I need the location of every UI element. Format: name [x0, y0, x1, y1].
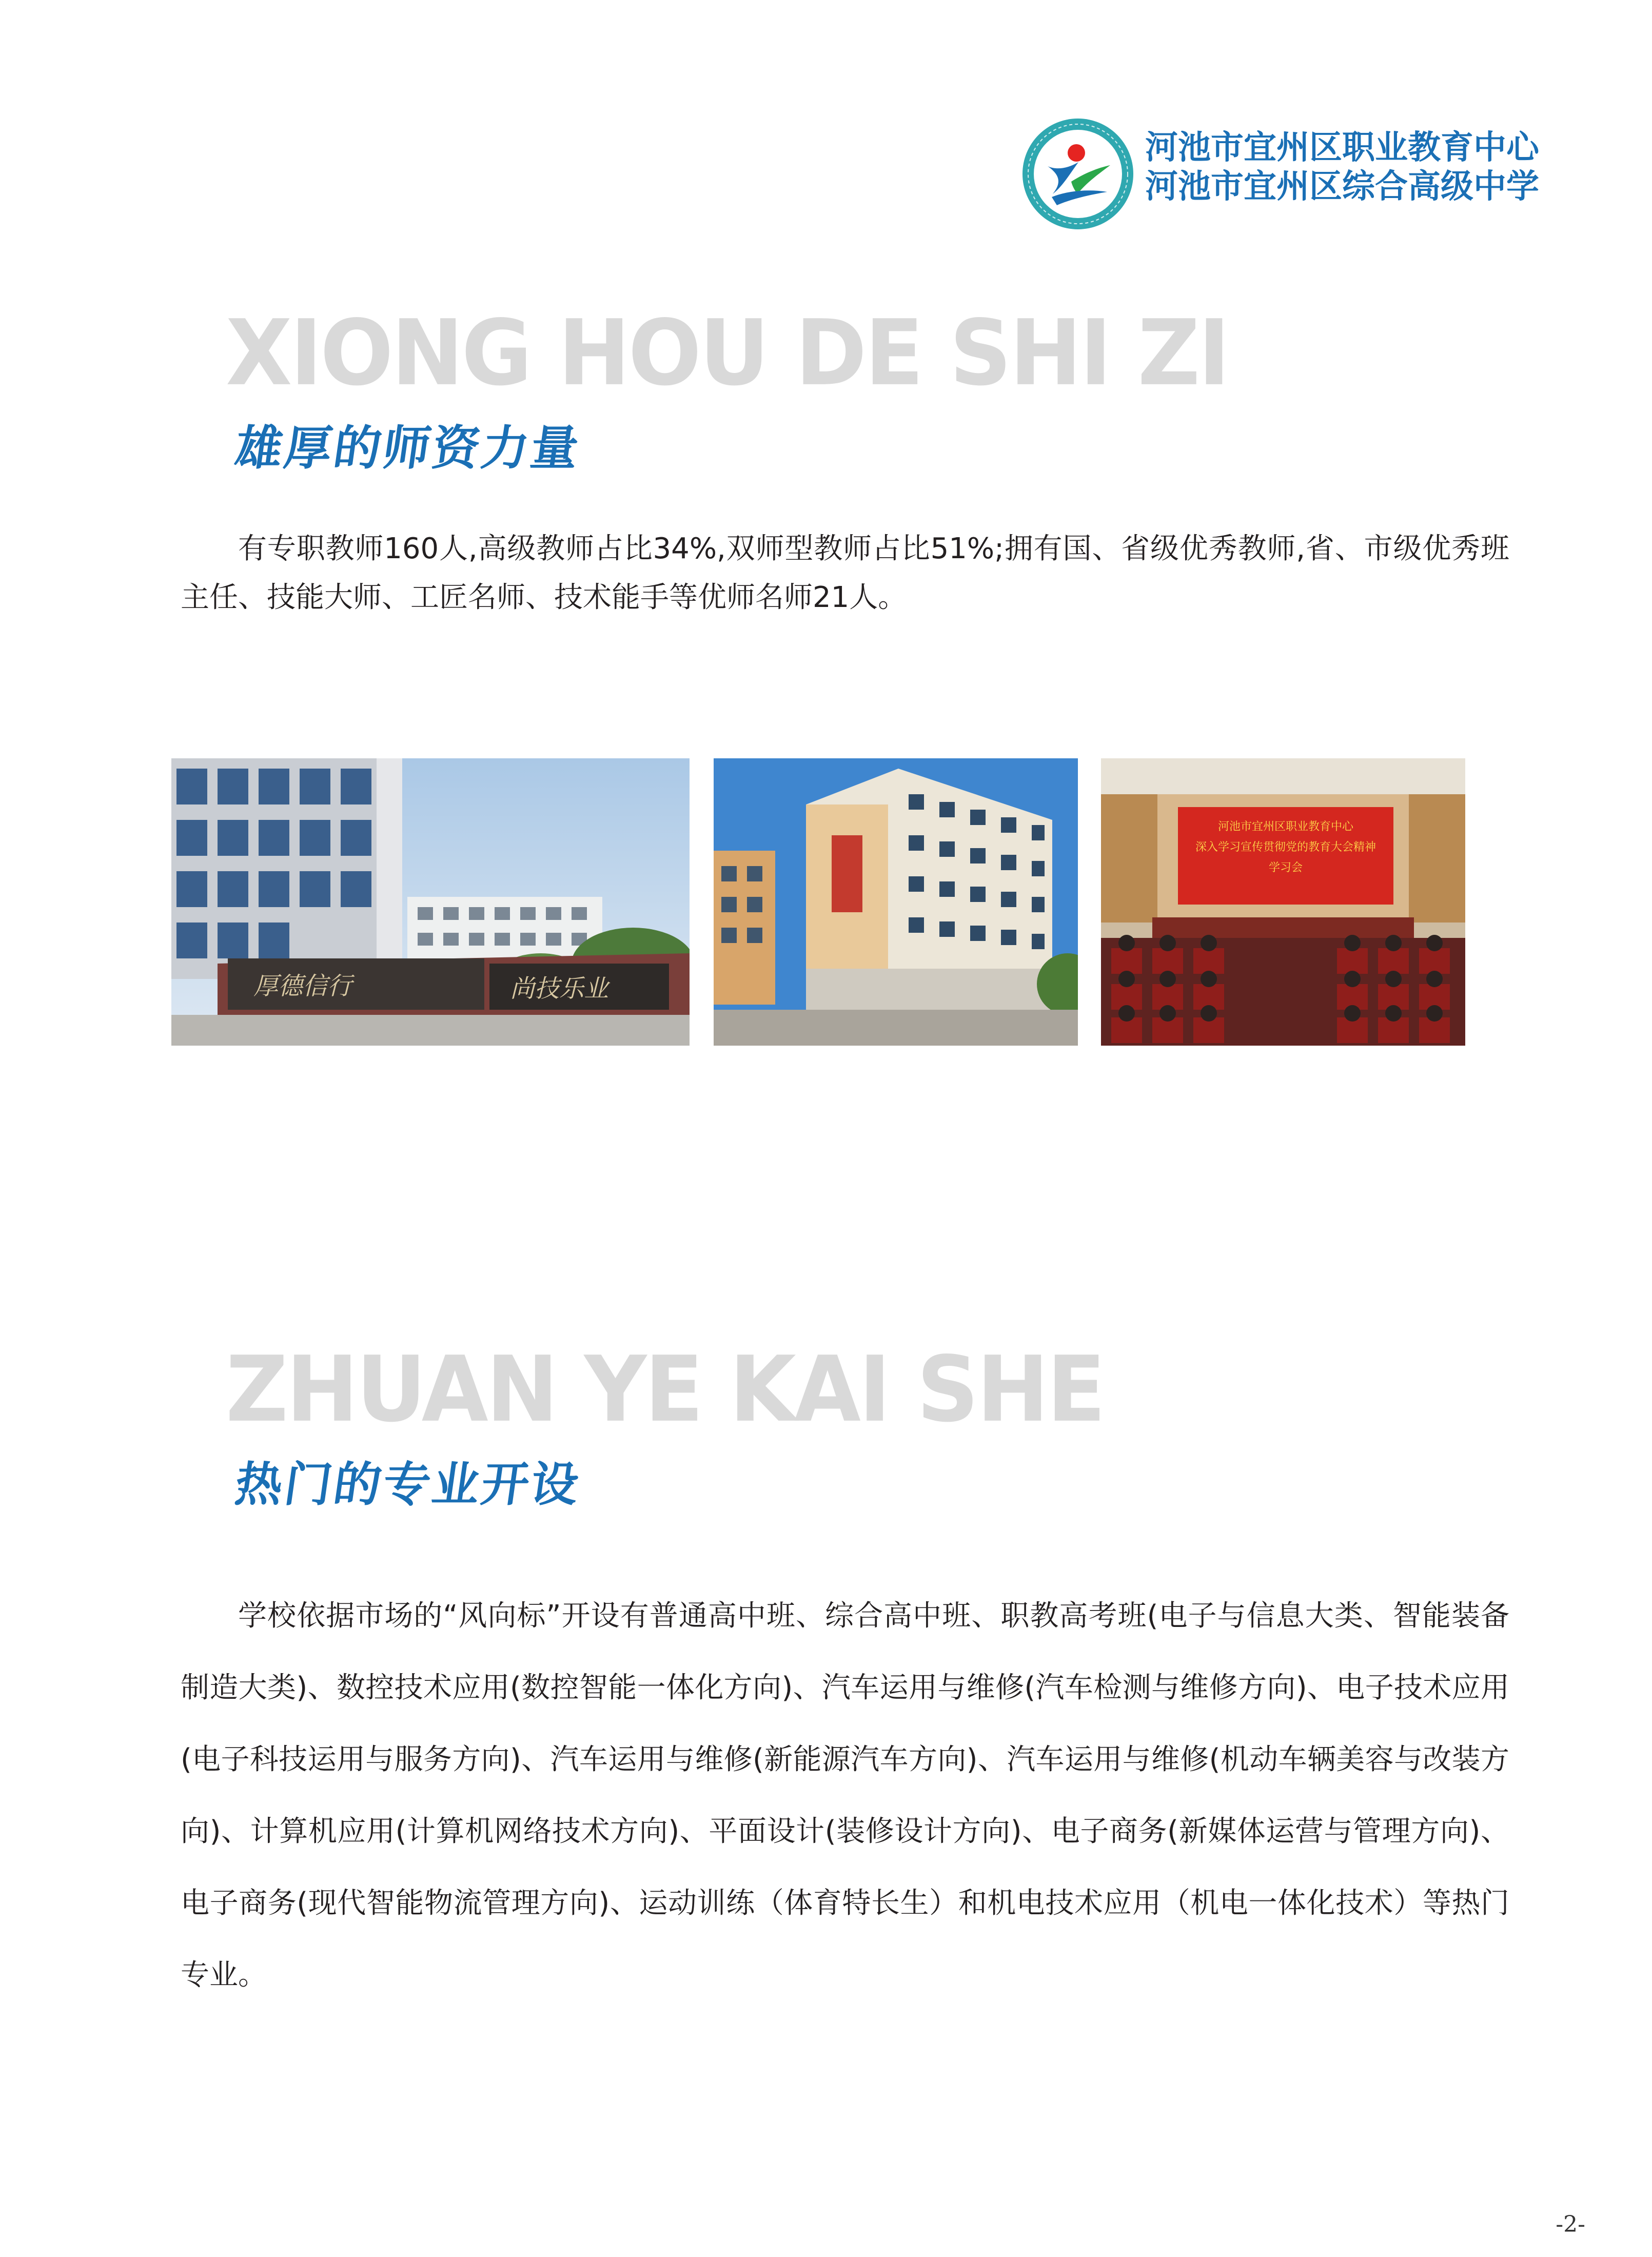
- photo1-sign-right: 尚技乐业: [510, 974, 609, 1003]
- school-emblem-icon: [1021, 117, 1135, 231]
- section1-paragraph: 有专职教师160人,高级教师占比34%,双师型教师占比51%;拥有国、省级优秀教师,省、市级优秀班主任、技能大师、工匠名师、技术能手等优师名师21人。: [181, 532, 1509, 614]
- photo1-sign-left: 厚德信行: [253, 972, 352, 1000]
- section1-pinyin-heading: XIONG HOU DE SHI ZI: [226, 300, 1228, 406]
- organization-names: [1145, 128, 1539, 206]
- section2-title: 热门的专业开设: [231, 1457, 584, 1512]
- campus-gate-photo: [171, 758, 690, 1046]
- photo3-banner-line3: 学习会: [1268, 861, 1303, 874]
- teaching-building-photo: [714, 758, 1078, 1046]
- meeting-hall-photo: [1101, 758, 1465, 1046]
- section1-title: 雄厚的师资力量: [231, 421, 584, 476]
- photo3-banner-line1: 河池市宜州区职业教育中心: [1217, 820, 1354, 833]
- section2-pinyin-heading: ZHUAN YE KAI SHE: [226, 1337, 1104, 1442]
- org-name-2: 河池市宜州区综合高级中学: [1145, 168, 1539, 206]
- org-name-1: 河池市宜州区职业教育中心: [1145, 129, 1539, 167]
- page-number: -2-: [1556, 2211, 1585, 2238]
- section2-paragraph: 学校依据市场的“风向标”开设有普通高中班、综合高中班、职教高考班(电子与信息大类、智能装备制造大类)、数控技术应用(数控智能一体化方向)、汽车运用与维修(汽车检测与维修方向)、电子技术应用(电子科技运用与服务方向)、汽车运用与维修(新能源汽车方向)、汽车运用与维修(机动车辆美容与改装方向)、计算机应用(计算机网络技术方向)、平面设计(装修设计方向)、电子商务(新媒体运营与管理方向)、电子商务(现代智能物流管理方向)、运动训练（体育特长生）和机电技术应用（机电一体化技术）等热门专业。: [181, 1599, 1509, 1992]
- photo3-banner-line2: 深入学习宣传贯彻党的教育大会精神: [1195, 841, 1376, 854]
